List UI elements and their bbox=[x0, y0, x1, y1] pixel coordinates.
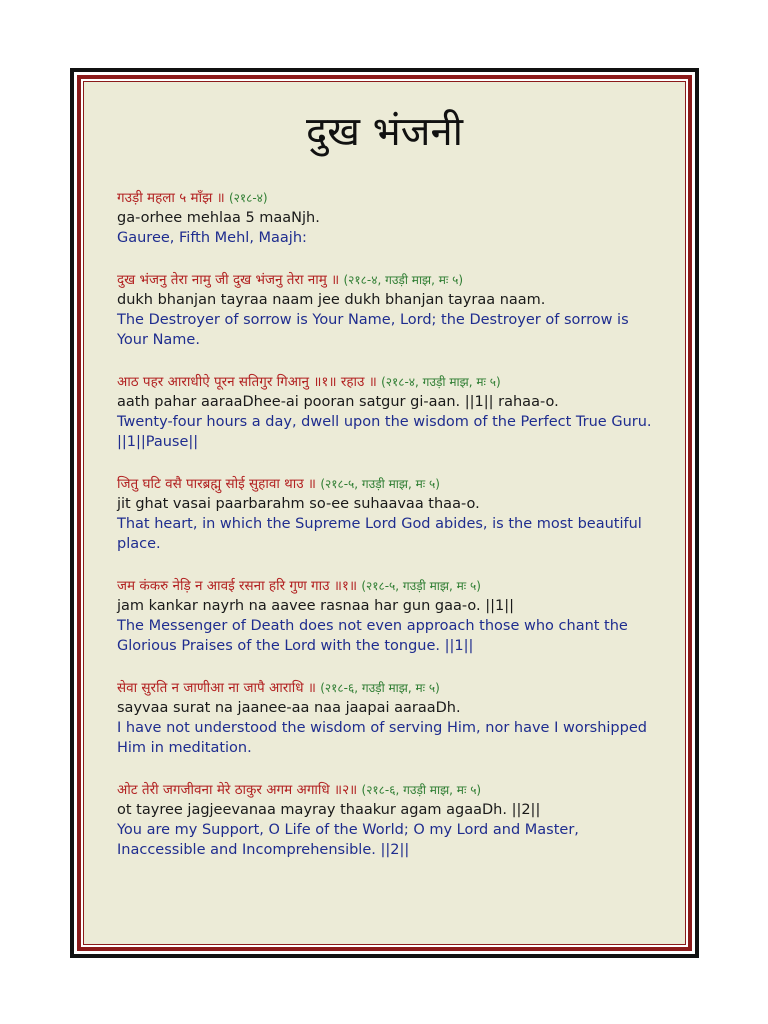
transliteration-line: jit ghat vasai paarbarahm so-ee suhaavaa thaa-o. bbox=[117, 496, 480, 512]
verse-reference: (२१८-६, गउड़ी माझ, मः ५) bbox=[361, 783, 482, 797]
translation-line: The Destroyer of sorrow is Your Name, Lord; the Destroyer of sorrow is Your Name. bbox=[117, 312, 629, 348]
verse-reference: (२१८-४, गउड़ी माझ, मः ५) bbox=[381, 375, 501, 389]
verse-block bbox=[117, 270, 657, 350]
translation-line: I have not understood the wisdom of serving Him, nor have I worshipped Him in meditation. bbox=[117, 720, 647, 756]
verse-block bbox=[117, 188, 657, 248]
gurmukhi-line bbox=[117, 474, 657, 494]
gurmukhi-line bbox=[117, 188, 657, 208]
verse-block bbox=[117, 780, 657, 860]
gurmukhi-text: जितु घटि वसै पारब्रह्मु सोई सुहावा थाउ ॥ bbox=[117, 476, 317, 492]
gurmukhi-line bbox=[117, 780, 657, 800]
gurmukhi-text: सेवा सुरति न जाणीआ ना जापै आराधि ॥ bbox=[117, 680, 316, 696]
gurmukhi-line bbox=[117, 576, 657, 596]
transliteration-line: jam kankar nayrh na aavee rasnaa har gun gaa-o. ||1|| bbox=[117, 598, 515, 614]
transliteration-line: ot tayree jagjeevanaa mayray thaakur agam agaaDh. ||2|| bbox=[117, 802, 541, 818]
page-title: दुख भंजनी bbox=[305, 109, 464, 155]
gurmukhi-text: गउड़ी महला ५ माँझ ॥ bbox=[117, 190, 225, 206]
verse-block bbox=[117, 372, 657, 452]
translation-line: The Messenger of Death does not even approach those who chant the Glorious Praises of the Lord with the tongue. ||1|| bbox=[117, 618, 628, 654]
gurmukhi-line bbox=[117, 678, 657, 698]
translation-line: You are my Support, O Life of the World; O my Lord and Master, Inaccessible and Incomprehensible. ||2|| bbox=[117, 822, 579, 858]
transliteration-line: ga-orhee mehlaa 5 maaNjh. bbox=[117, 210, 320, 226]
verse-block bbox=[117, 474, 657, 554]
verse-block bbox=[117, 576, 657, 656]
page-frame bbox=[70, 68, 699, 958]
verse-reference: (२१८-६, गउड़ी माझ, मः ५) bbox=[320, 681, 440, 695]
gurmukhi-line bbox=[117, 372, 657, 392]
gurmukhi-text: ओट तेरी जगजीवना मेरे ठाकुर अगम अगाधि ॥२॥ bbox=[117, 782, 358, 798]
verse-reference: (२१८-५, गउड़ी माझ, मः ५) bbox=[320, 477, 440, 491]
gurmukhi-text: आठ पहर आराधीऐ पूरन सतिगुर गिआनु ॥१॥ रहाउ ॥ bbox=[117, 374, 377, 390]
verse-reference: (२१८-४) bbox=[228, 191, 268, 205]
verse-list bbox=[117, 188, 657, 882]
content-panel bbox=[83, 81, 686, 945]
verse-reference: (२१८-४, गउड़ी माझ, मः ५) bbox=[343, 273, 464, 287]
translation-line: Twenty-four hours a day, dwell upon the wisdom of the Perfect True Guru. ||1||Pause|| bbox=[117, 414, 652, 450]
translation-line: That heart, in which the Supreme Lord God abides, is the most beautiful place. bbox=[117, 516, 642, 552]
verse-reference: (२१८-५, गउड़ी माझ, मः ५) bbox=[361, 579, 481, 593]
verse-block bbox=[117, 678, 657, 758]
gurmukhi-text: जम कंकरु नेड़ि न आवई रसना हरि गुण गाउ ॥१॥ bbox=[117, 578, 358, 594]
transliteration-line: aath pahar aaraaDhee-ai pooran satgur gi-aan. ||1|| rahaa-o. bbox=[117, 394, 559, 410]
transliteration-line: sayvaa surat na jaanee-aa naa jaapai aaraaDh. bbox=[117, 700, 461, 716]
transliteration-line: dukh bhanjan tayraa naam jee dukh bhanjan tayraa naam. bbox=[117, 292, 546, 308]
gurmukhi-line bbox=[117, 270, 657, 290]
translation-line: Gauree, Fifth Mehl, Maajh: bbox=[117, 230, 307, 246]
gurmukhi-text: दुख भंजनु तेरा नामु जी दुख भंजनु तेरा नामु ॥ bbox=[117, 272, 340, 288]
